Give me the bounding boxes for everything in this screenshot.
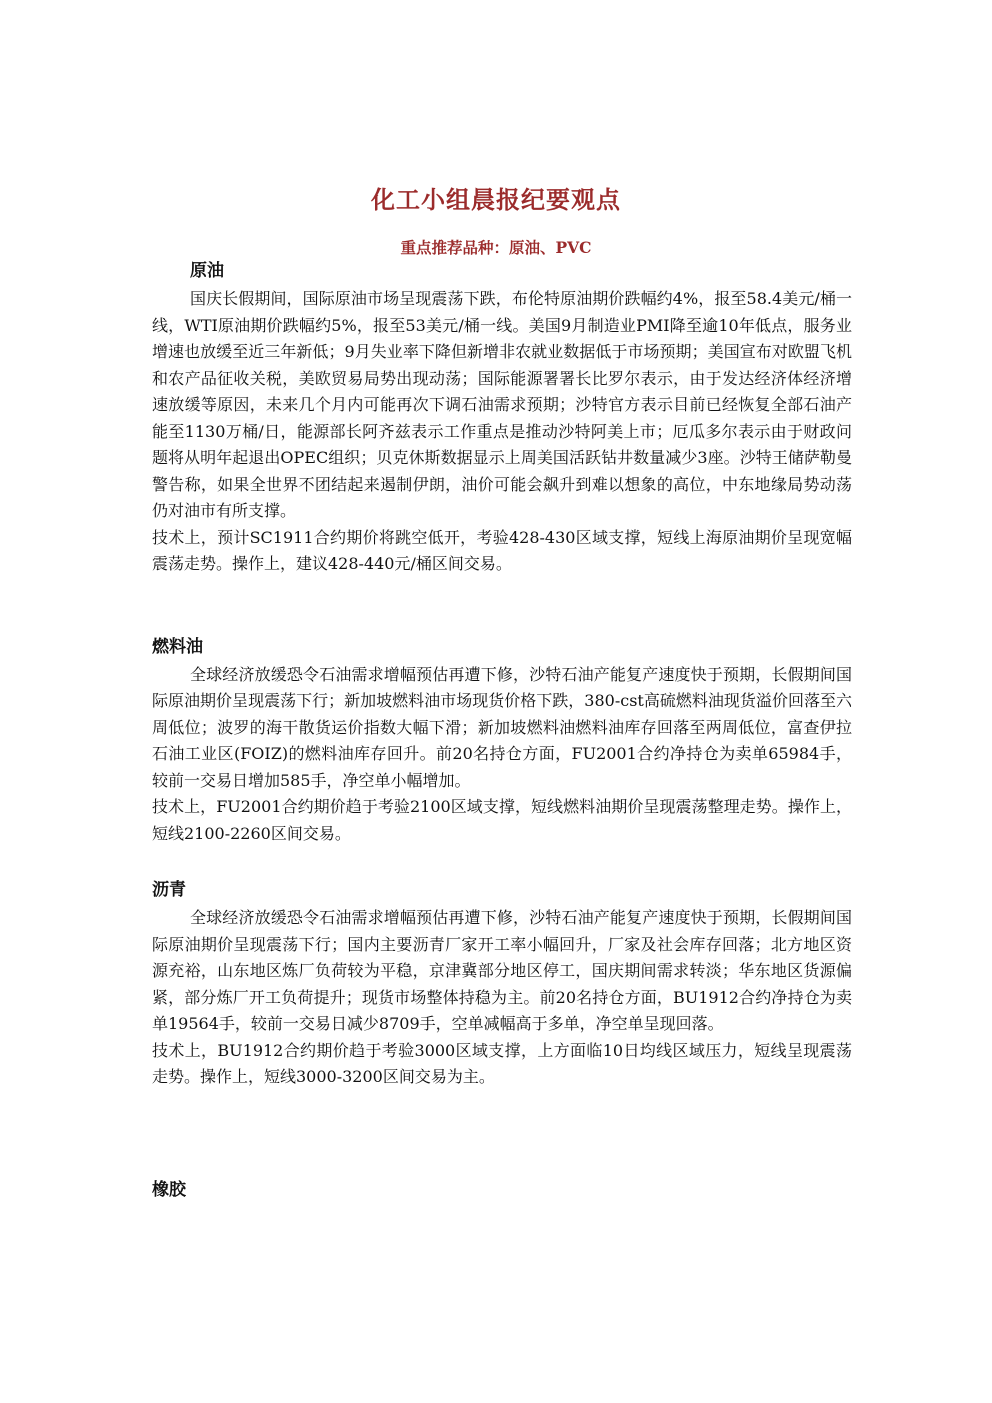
section-heading-rubber: 橡胶	[152, 1179, 186, 1200]
section-heading-fuel-oil: 燃料油	[152, 636, 203, 657]
crude-oil-fundamentals: 国庆长假期间，国际原油市场呈现震荡下跌，布伦特原油期价跌幅约4%，报至58.4美元/桶一线，WTI原油期价跌幅约5%，报至53美元/桶一线。美国9月制造业PMI降至逾10年低点，服务业增速也放缓至近三年新低；9月失业率下降但新增非农就业数据低于市场预期；美国宣布对欧盟飞机和农产品征收关税，美欧贸易局势出现动荡；国际能源署署长比罗尔表示，由于发达经济体经济增速放缓等原因，未来几个月内可能再次下调石油需求预期；沙特官方表示目前已经恢复全部石油产能至1130万桶/日，能源部长阿齐兹表示工作重点是推动沙特阿美上市；厄瓜多尔表示由于财政问题将从明年起退出OPEC组织；贝克休斯数据显示上周美国活跃钻井数量减少3座。沙特王储萨勒曼警告称，如果全世界不团结起来遏制伊朗，油价可能会飙升到难以想象的高位，中东地缘局势动荡仍对油市有所支撑。	[152, 289, 852, 520]
section-asphalt	[152, 875, 852, 1091]
fuel-oil-technical: 技术上，FU2001合约期价趋于考验2100区域支撑，短线燃料油期价呈现震荡整理走势。操作上，短线2100-2260区间交易。	[152, 797, 852, 843]
crude-oil-technical: 技术上，预计SC1911合约期价将跳空低开，考验428-430区域支撑，短线上海原油期价呈现宽幅震荡走势。操作上，建议428-440元/桶区间交易。	[152, 527, 852, 573]
section-spacer	[152, 1091, 852, 1175]
recommended-varieties: 重点推荐品种：原油、PVC	[400, 238, 592, 257]
section-fuel-oil	[152, 632, 852, 848]
section-spacer	[152, 847, 852, 875]
section-spacer	[152, 578, 852, 632]
fuel-oil-fundamentals: 全球经济放缓恐令石油需求增幅预估再遭下修，沙特石油产能复产速度快于预期，长假期间国际原油期价呈现震荡下行；新加坡燃料油市场现货价格下跌，380-cst高硫燃料油现货溢价回落至六周低位；波罗的海干散货运价指数大幅下滑；新加坡燃料油燃料油库存回落至两周低位，富查伊拉石油工业区(FOIZ)的燃料油库存回升。前20名持仓方面，FU2001合约净持仓为卖单65984手，较前一交易日增加585手，净空单小幅增加。	[152, 664, 852, 790]
section-heading-crude-oil: 原油	[190, 261, 224, 281]
asphalt-technical: 技术上，BU1912合约期价趋于考验3000区域支撑，上方面临10日均线区域压力，短线呈现震荡走势。操作上，短线3000-3200区间交易为主。	[152, 1040, 852, 1086]
section-crude-oil	[152, 256, 852, 578]
section-heading-asphalt: 沥青	[152, 880, 186, 900]
asphalt-fundamentals: 全球经济放缓恐令石油需求增幅预估再遭下修，沙特石油产能复产速度快于预期，长假期间国际原油期价呈现震荡下行；国内主要沥青厂家开工率小幅回升，厂家及社会库存回落；北方地区资源充裕，山东地区炼厂负荷较为平稳，京津冀部分地区停工，国庆期间需求转淡；华东地区货源偏紧，部分炼厂开工负荷提升；现货市场整体持稳为主。前20名持仓方面，BU1912合约净持仓为卖单19564手，较前一交易日减少8709手，空单减幅高于多单，净空单呈现回落。	[152, 908, 852, 1033]
document-title: 化工小组晨报纪要观点	[371, 186, 621, 214]
section-rubber	[152, 1175, 852, 1205]
document-body	[152, 256, 852, 1205]
